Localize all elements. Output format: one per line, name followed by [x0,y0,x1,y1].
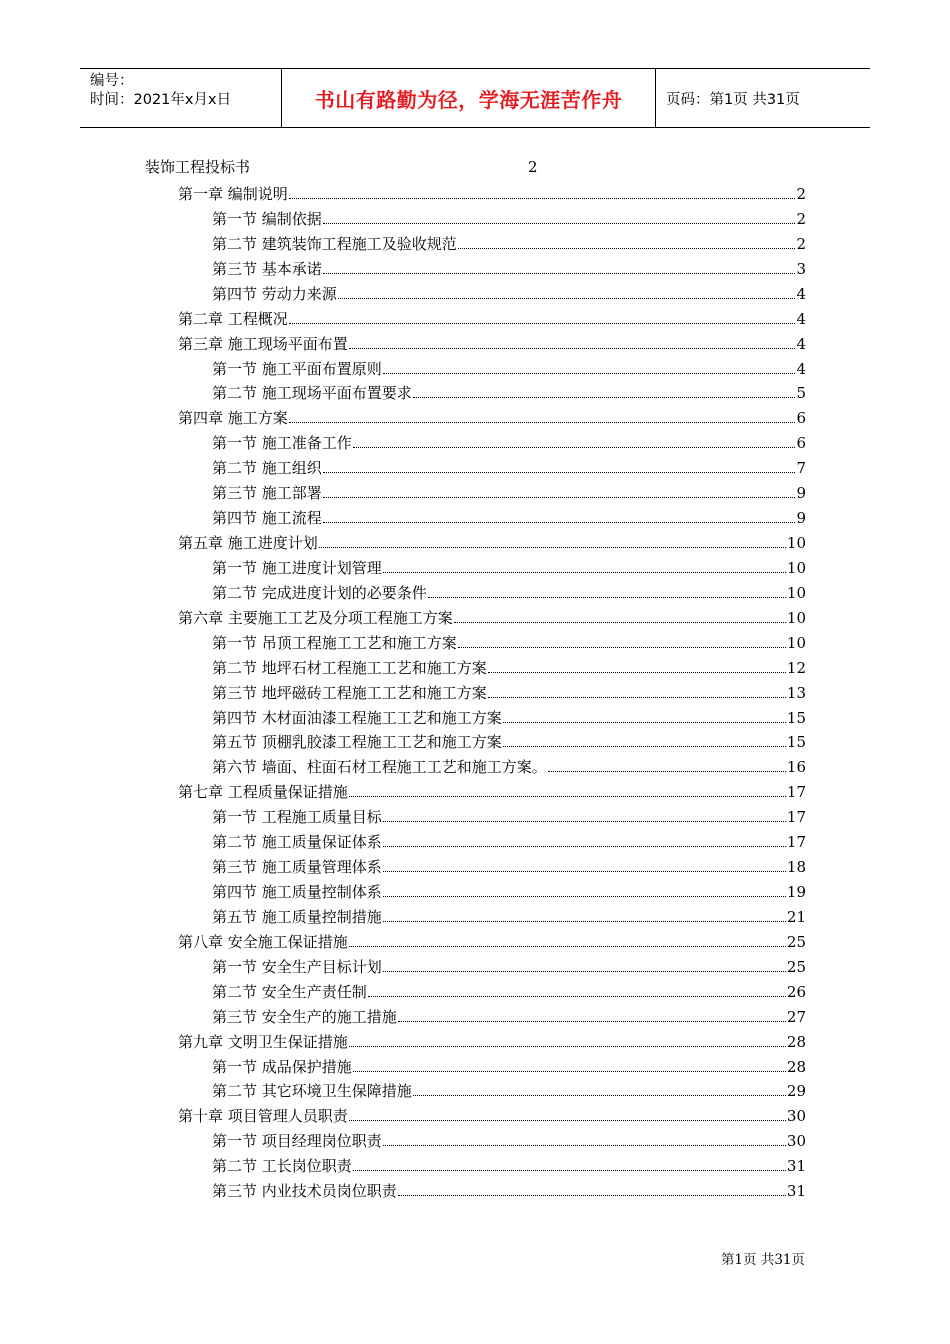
toc-section-entry[interactable] [212,805,806,827]
toc-entry-label: 第一节 施工进度计划管理 [212,558,382,577]
toc-entry-page-number: 2 [796,234,806,253]
toc-dot-leader [454,602,786,623]
toc-entry-label: 第一节 成品保护措施 [212,1057,352,1076]
toc-entry-page-number: 9 [796,484,806,503]
toc-section-entry[interactable] [212,207,806,229]
toc-entry-label: 第四节 劳动力来源 [212,284,337,303]
document-title-page-number: 2 [528,158,538,176]
toc-dot-leader [383,876,786,897]
toc-section-entry[interactable] [212,1005,806,1027]
toc-entry-page-number: 31 [786,1157,806,1176]
toc-entry-label: 第二节 施工组织 [212,459,322,478]
toc-section-entry[interactable] [212,1179,806,1201]
toc-entry-page-number: 30 [786,1107,806,1126]
toc-dot-leader [488,677,786,698]
toc-entry-label: 第八章 安全施工保证措施 [178,932,348,951]
toc-chapter-entry[interactable] [178,930,806,952]
toc-dot-leader [458,627,786,648]
toc-entry-page-number: 4 [796,359,806,378]
toc-entry-page-number: 10 [786,608,806,627]
toc-section-entry[interactable] [212,1154,806,1176]
toc-dot-leader [413,1075,786,1096]
toc-chapter-entry[interactable] [178,780,806,802]
toc-entry-label: 第三节 地坪磁砖工程施工工艺和施工方案 [212,683,487,702]
toc-section-entry[interactable] [212,1079,806,1101]
toc-section-entry[interactable] [212,706,806,728]
header-page-info: 页码：第1页 共31页 [666,91,800,108]
toc-dot-leader [323,477,796,498]
toc-entry-label: 第二节 安全生产责任制 [212,982,367,1001]
toc-entry-label: 第一节 施工平面布置原则 [212,359,382,378]
toc-entry-page-number: 10 [786,558,806,577]
header-info-cell [80,69,282,127]
toc-entry-label: 第一节 吊顶工程施工工艺和施工方案 [212,633,457,652]
toc-section-entry[interactable] [212,232,806,254]
toc-entry-label: 第四章 施工方案 [178,409,288,428]
toc-dot-leader [319,527,786,548]
toc-chapter-entry[interactable] [178,1030,806,1052]
toc-entry-page-number: 2 [796,185,806,203]
toc-section-entry[interactable] [212,581,806,603]
toc-section-entry[interactable] [212,481,806,503]
toc-section-entry[interactable] [212,880,806,902]
toc-entry-page-number: 15 [786,733,806,752]
toc-entry-label: 第三节 内业技术员岗位职责 [212,1182,397,1201]
toc-dot-leader [398,1001,786,1022]
toc-entry-label: 第二节 地坪石材工程施工工艺和施工方案 [212,658,487,677]
toc-dot-leader [503,726,786,747]
toc-dot-leader [349,926,786,947]
toc-entry-label: 第二节 完成进度计划的必要条件 [212,583,427,602]
toc-section-entry[interactable] [212,730,806,752]
toc-entry-label: 第一节 项目经理岗位职责 [212,1132,382,1151]
toc-dot-leader [458,228,796,249]
toc-entry-page-number: 31 [786,1182,806,1201]
toc-section-entry[interactable] [212,681,806,703]
toc-entry-label: 第三节 基本承诺 [212,259,322,278]
toc-entry-page-number: 5 [796,384,806,403]
toc-section-entry[interactable] [212,506,806,528]
toc-section-entry[interactable] [212,855,806,877]
toc-chapter-entry[interactable] [178,182,806,204]
toc-dot-leader [323,452,796,473]
toc-dot-leader [368,976,786,997]
toc-entry-page-number: 10 [786,534,806,553]
document-time-label: 时间：2021年x月x日 [90,92,232,108]
document-header [80,68,870,128]
toc-entry-label: 第十章 项目管理人员职责 [178,1107,348,1126]
toc-entry-page-number: 9 [796,509,806,528]
toc-entry-page-number: 28 [786,1057,806,1076]
toc-entry-label: 第四节 木材面油漆工程施工工艺和施工方案 [212,708,502,727]
toc-entry-page-number: 13 [786,683,806,702]
toc-chapter-entry[interactable] [178,531,806,553]
toc-dot-leader [323,253,796,274]
toc-dot-leader [398,1175,786,1196]
toc-entry-page-number: 30 [786,1132,806,1151]
document-number-label: 编号： [90,73,134,89]
toc-section-entry[interactable] [212,755,806,777]
toc-entry-label: 第三节 施工部署 [212,484,322,503]
toc-section-entry[interactable] [212,1055,806,1077]
toc-dot-leader [349,1100,786,1121]
toc-entry-label: 第一章 编制说明 [178,185,288,203]
toc-chapter-entry[interactable] [178,332,806,354]
toc-entry-page-number: 12 [786,658,806,677]
toc-section-entry[interactable] [212,980,806,1002]
toc-dot-leader [353,1051,786,1072]
toc-dot-leader [383,353,796,374]
toc-chapter-entry[interactable] [178,406,806,428]
document-title: 装饰工程投标书 [145,158,251,176]
toc-entry-label: 第一节 编制依据 [212,209,322,228]
toc-entry-page-number: 28 [786,1032,806,1051]
toc-entry-label: 第五章 施工进度计划 [178,534,318,553]
toc-entry-page-number: 21 [786,907,806,926]
toc-section-entry[interactable] [212,381,806,403]
toc-dot-leader [323,502,796,523]
toc-dot-leader [488,652,786,673]
toc-entry-page-number: 10 [786,583,806,602]
toc-entry-page-number: 17 [786,783,806,802]
toc-dot-leader [323,203,796,224]
toc-entry-page-number: 25 [786,932,806,951]
toc-entry-label: 第二节 施工现场平面布置要求 [212,384,412,403]
toc-dot-leader [383,552,786,573]
header-motto-cell [282,69,656,127]
toc-dot-leader [548,751,786,772]
toc-entry-label: 第一节 施工准备工作 [212,434,352,453]
toc-dot-leader [383,901,786,922]
toc-dot-leader [349,776,786,797]
header-page-cell [656,69,870,127]
toc-entry-label: 第二节 建筑装饰工程施工及验收规范 [212,234,457,253]
toc-entry-label: 第一节 工程施工质量目标 [212,808,382,827]
page-footer: 第1页 共31页 [720,1252,805,1268]
toc-entry-page-number: 16 [786,758,806,777]
toc-chapter-entry[interactable] [178,307,806,329]
toc-entry-label: 第三节 施工质量管理体系 [212,858,382,877]
toc-entry-page-number: 4 [796,284,806,303]
toc-entry-page-number: 18 [786,858,806,877]
toc-dot-leader [349,1026,786,1047]
header-motto: 书山有路勤为径，学海无涯苦作舟 [314,87,623,112]
toc-entry-page-number: 25 [786,957,806,976]
toc-entry-page-number: 27 [786,1007,806,1026]
toc-entry-label: 第四节 施工流程 [212,509,322,528]
toc-entry-page-number: 6 [796,434,806,453]
toc-section-entry[interactable] [212,905,806,927]
toc-entry-label: 第二节 其它环境卫生保障措施 [212,1082,412,1101]
toc-entry-page-number: 4 [796,334,806,353]
toc-entry-label: 第一节 安全生产目标计划 [212,957,382,976]
toc-section-entry[interactable] [212,1129,806,1151]
toc-entry-page-number: 6 [796,409,806,428]
toc-section-entry[interactable] [212,955,806,977]
toc-section-entry[interactable] [212,556,806,578]
toc-entry-page-number: 17 [786,808,806,827]
toc-entry-page-number: 17 [786,833,806,852]
toc-entry-page-number: 4 [796,309,806,328]
toc-entry-page-number: 15 [786,708,806,727]
toc-dot-leader [353,427,796,448]
toc-section-entry[interactable] [212,456,806,478]
toc-section-entry[interactable] [212,357,806,379]
toc-entry-page-number: 19 [786,883,806,902]
toc-entry-page-number: 2 [796,209,806,228]
toc-entry-label: 第四节 施工质量控制体系 [212,883,382,902]
toc-dot-leader [289,303,796,324]
toc-entry-page-number: 10 [786,633,806,652]
toc-dot-leader [383,801,786,822]
toc-entry-label: 第九章 文明卫生保证措施 [178,1032,348,1051]
toc-entry-page-number: 29 [786,1082,806,1101]
toc-section-entry[interactable] [212,282,806,304]
toc-section-entry[interactable] [212,257,806,279]
toc-entry-page-number: 7 [796,459,806,478]
toc-dot-leader [383,826,786,847]
toc-dot-leader [289,402,796,423]
toc-section-entry[interactable] [212,431,806,453]
toc-entry-label: 第二章 工程概况 [178,309,288,328]
toc-section-entry[interactable] [212,656,806,678]
toc-section-entry[interactable] [212,631,806,653]
toc-section-entry[interactable] [212,830,806,852]
toc-chapter-entry[interactable] [178,606,806,628]
toc-dot-leader [383,951,786,972]
toc-dot-leader [349,328,796,349]
toc-entry-label: 第三章 施工现场平面布置 [178,334,348,353]
toc-entry-label: 第六章 主要施工工艺及分项工程施工方案 [178,608,453,627]
toc-chapter-entry[interactable] [178,1104,806,1126]
toc-entry-label: 第五节 顶棚乳胶漆工程施工工艺和施工方案 [212,733,502,752]
toc-entry-label: 第七章 工程质量保证措施 [178,783,348,802]
toc-entry-label: 第六节 墙面、柱面石材工程施工工艺和施工方案。 [212,758,547,777]
toc-dot-leader [338,278,796,299]
toc-entry-label: 第二节 施工质量保证体系 [212,833,382,852]
toc-dot-leader [383,1125,786,1146]
toc-entry-label: 第五节 施工质量控制措施 [212,907,382,926]
toc-dot-leader [353,1150,786,1171]
toc-dot-leader [428,577,786,598]
toc-entry-label: 第二节 工长岗位职责 [212,1157,352,1176]
toc-dot-leader [413,377,796,398]
toc-dot-leader [289,178,796,199]
toc-dot-leader [383,851,786,872]
toc-entry-page-number: 3 [796,259,806,278]
toc-dot-leader [503,702,786,723]
toc-entry-page-number: 26 [786,982,806,1001]
toc-entry-label: 第三节 安全生产的施工措施 [212,1007,397,1026]
